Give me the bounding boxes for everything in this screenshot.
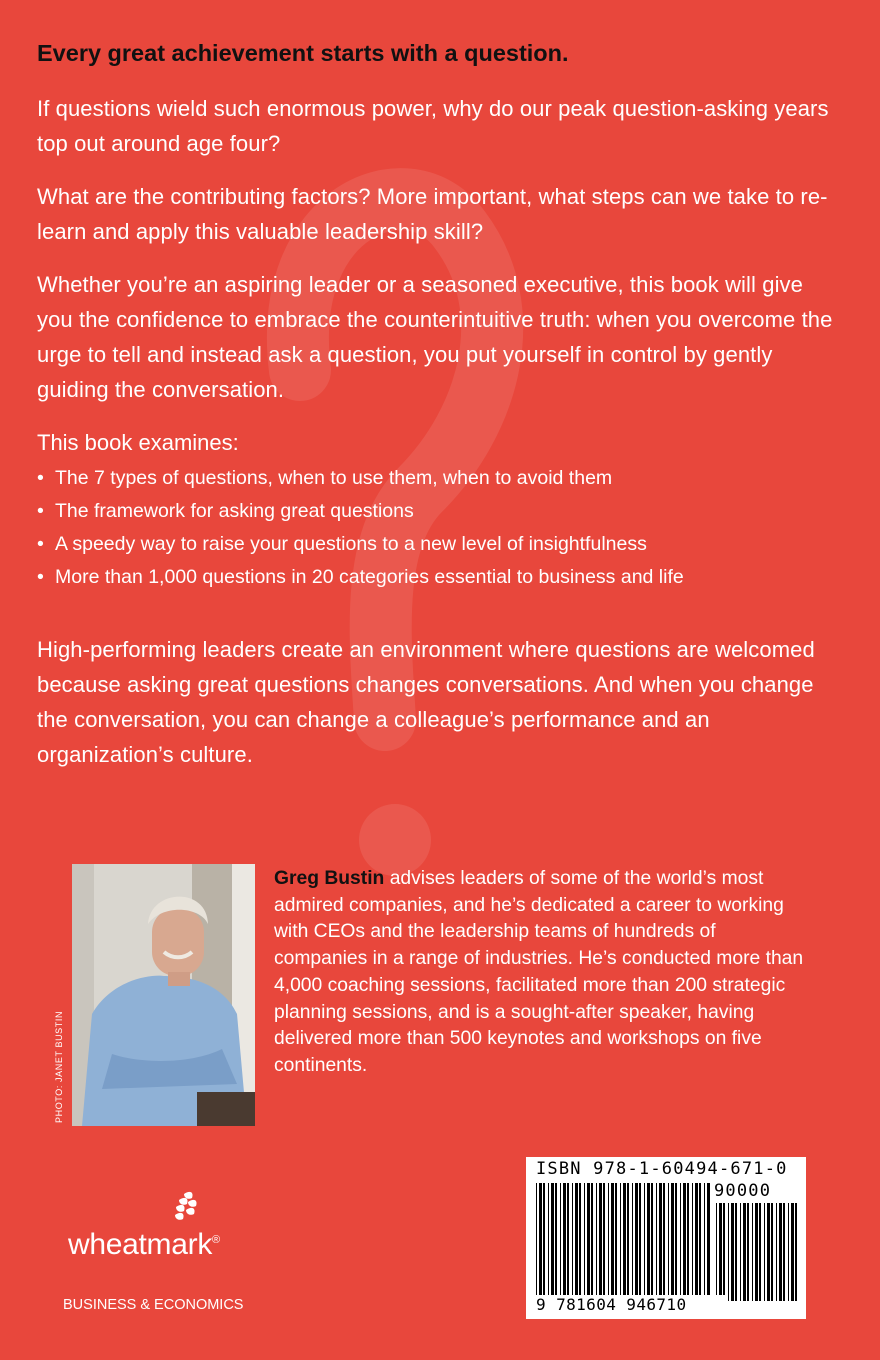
barcode-bar — [695, 1183, 698, 1301]
barcode-bar — [567, 1183, 569, 1301]
barcode-bar — [699, 1183, 701, 1301]
headline: Every great achievement starts with a question. — [37, 40, 569, 66]
barcode-bar — [632, 1183, 633, 1301]
barcode-bar — [599, 1183, 602, 1301]
price-code: 90000 — [714, 1181, 772, 1201]
barcode-bar — [572, 1183, 573, 1301]
barcode-bar — [539, 1183, 542, 1301]
barcode-bar — [675, 1183, 677, 1301]
barcode-bar — [788, 1203, 789, 1301]
barcode-bar — [752, 1203, 753, 1301]
author-photo — [72, 864, 255, 1126]
publisher-logo: wheatmark® — [68, 1228, 220, 1261]
barcode-bar — [707, 1183, 710, 1301]
barcode-bar — [620, 1183, 621, 1301]
intro-paragraph-3: Whether you’re an aspiring leader or a seasoned executive, this book will give you the confidence to embrace the counterintuitive truth: when you overcome the urge to tell and instead ask a question, you put yourself in control by gently guiding the conversation. — [37, 271, 833, 402]
intro-paragraph-2: What are the contributing factors? More important, what steps can we take to re-learn and apply this valuable leadership skill? — [37, 183, 828, 244]
bullet-dot-icon: • — [37, 565, 44, 588]
bullet-item: • A speedy way to raise your questions to a new level of insightfulness — [37, 528, 837, 561]
barcode-bar — [596, 1183, 597, 1301]
barcode-bar — [587, 1183, 590, 1301]
barcode-bar — [563, 1183, 566, 1301]
closing-paragraph: High-performing leaders create an environment where questions are welcomed because asking great questions changes conversations. And when you change the conversation, you can change a colleague’s performance and an organization’s culture. — [37, 636, 815, 767]
barcode-bar — [536, 1183, 537, 1301]
barcode-bar — [680, 1183, 681, 1301]
bullet-item: • The framework for asking great questions — [37, 495, 837, 528]
barcode-bar — [651, 1183, 653, 1301]
barcode-bar — [603, 1183, 605, 1301]
barcode-bar — [740, 1203, 741, 1301]
bullet-item: • More than 1,000 questions in 20 categories essential to business and life — [37, 561, 837, 594]
barcode-bar — [767, 1203, 770, 1301]
barcode-bar — [608, 1183, 609, 1301]
barcode-bar — [560, 1183, 561, 1301]
examines-intro: This book examines: — [37, 429, 239, 455]
barcode-bar — [723, 1203, 725, 1301]
barcode-bar — [623, 1183, 626, 1301]
barcode-bar — [555, 1183, 557, 1301]
bullet-item: • The 7 types of questions, when to use them, when to avoid them — [37, 462, 837, 495]
author-bio — [274, 866, 814, 1080]
barcode-bar — [656, 1183, 657, 1301]
barcode-bar — [671, 1183, 674, 1301]
barcode-bar — [584, 1183, 585, 1301]
barcode-bar — [719, 1203, 722, 1301]
bullet-dot-icon: • — [37, 466, 44, 489]
author-bio-text: advises leaders of some of the world’s most admired companies, and he’s dedicated a career to working with CEOs and the leadership teams of hundreds of companies in a range of industries. He’s conducted more than 4,000 coaching sessions, facilitated more than 200 strategic planning sessions, and is a sought-after speaker, having delivered more than 500 keynotes and workshops on five continents. — [274, 868, 804, 1076]
barcode-bar — [579, 1183, 581, 1301]
barcode-bar — [591, 1183, 593, 1301]
book-category: BUSINESS & ECONOMICS — [63, 1297, 244, 1313]
barcode-bar — [635, 1183, 638, 1301]
bullet-list — [37, 462, 837, 594]
barcode-bar — [747, 1203, 749, 1301]
barcode-bar — [548, 1183, 549, 1301]
barcode-bar — [644, 1183, 645, 1301]
photo-credit: PHOTO: JANET BUSTIN — [54, 1010, 64, 1123]
barcode-bar — [543, 1183, 545, 1301]
barcode-bar — [692, 1183, 693, 1301]
barcode-bar — [575, 1183, 578, 1301]
bullet-dot-icon: • — [37, 499, 44, 522]
barcode-bars — [536, 1183, 711, 1301]
barcode-bar — [771, 1203, 773, 1301]
barcode-bar — [795, 1203, 797, 1301]
barcode-bar — [663, 1183, 665, 1301]
barcode-addon-bars — [716, 1203, 798, 1301]
author-name: Greg Bustin — [274, 868, 385, 889]
barcode-bar — [735, 1203, 737, 1301]
barcode-bar — [716, 1203, 717, 1301]
barcode-bar — [627, 1183, 629, 1301]
barcode-bar — [687, 1183, 689, 1301]
barcode-bar — [683, 1183, 686, 1301]
barcode-bar — [731, 1203, 734, 1301]
isbn-label: ISBN 978-1-60494-671-0 — [536, 1159, 788, 1179]
barcode-bar — [659, 1183, 662, 1301]
barcode-bar — [728, 1203, 729, 1301]
barcode-bar — [759, 1203, 761, 1301]
barcode-digits: 9 781604 946710 — [534, 1295, 728, 1314]
barcode-bar — [551, 1183, 554, 1301]
barcode-bar — [783, 1203, 785, 1301]
barcode-bar — [639, 1183, 641, 1301]
barcode-bar — [755, 1203, 758, 1301]
barcode-bar — [704, 1183, 705, 1301]
barcode-bar — [743, 1203, 746, 1301]
barcode-bar — [779, 1203, 782, 1301]
barcode-bar — [776, 1203, 777, 1301]
barcode-bar — [668, 1183, 669, 1301]
barcode-bar — [615, 1183, 617, 1301]
barcode-bar — [647, 1183, 650, 1301]
bullet-dot-icon: • — [37, 532, 44, 555]
isbn-barcode — [526, 1157, 806, 1319]
barcode-bar — [791, 1203, 794, 1301]
barcode-bar — [764, 1203, 765, 1301]
barcode-bar — [611, 1183, 614, 1301]
back-cover-copy — [37, 38, 837, 790]
intro-paragraph-1: If questions wield such enormous power, why do our peak question-asking years top out around age four? — [37, 95, 829, 156]
